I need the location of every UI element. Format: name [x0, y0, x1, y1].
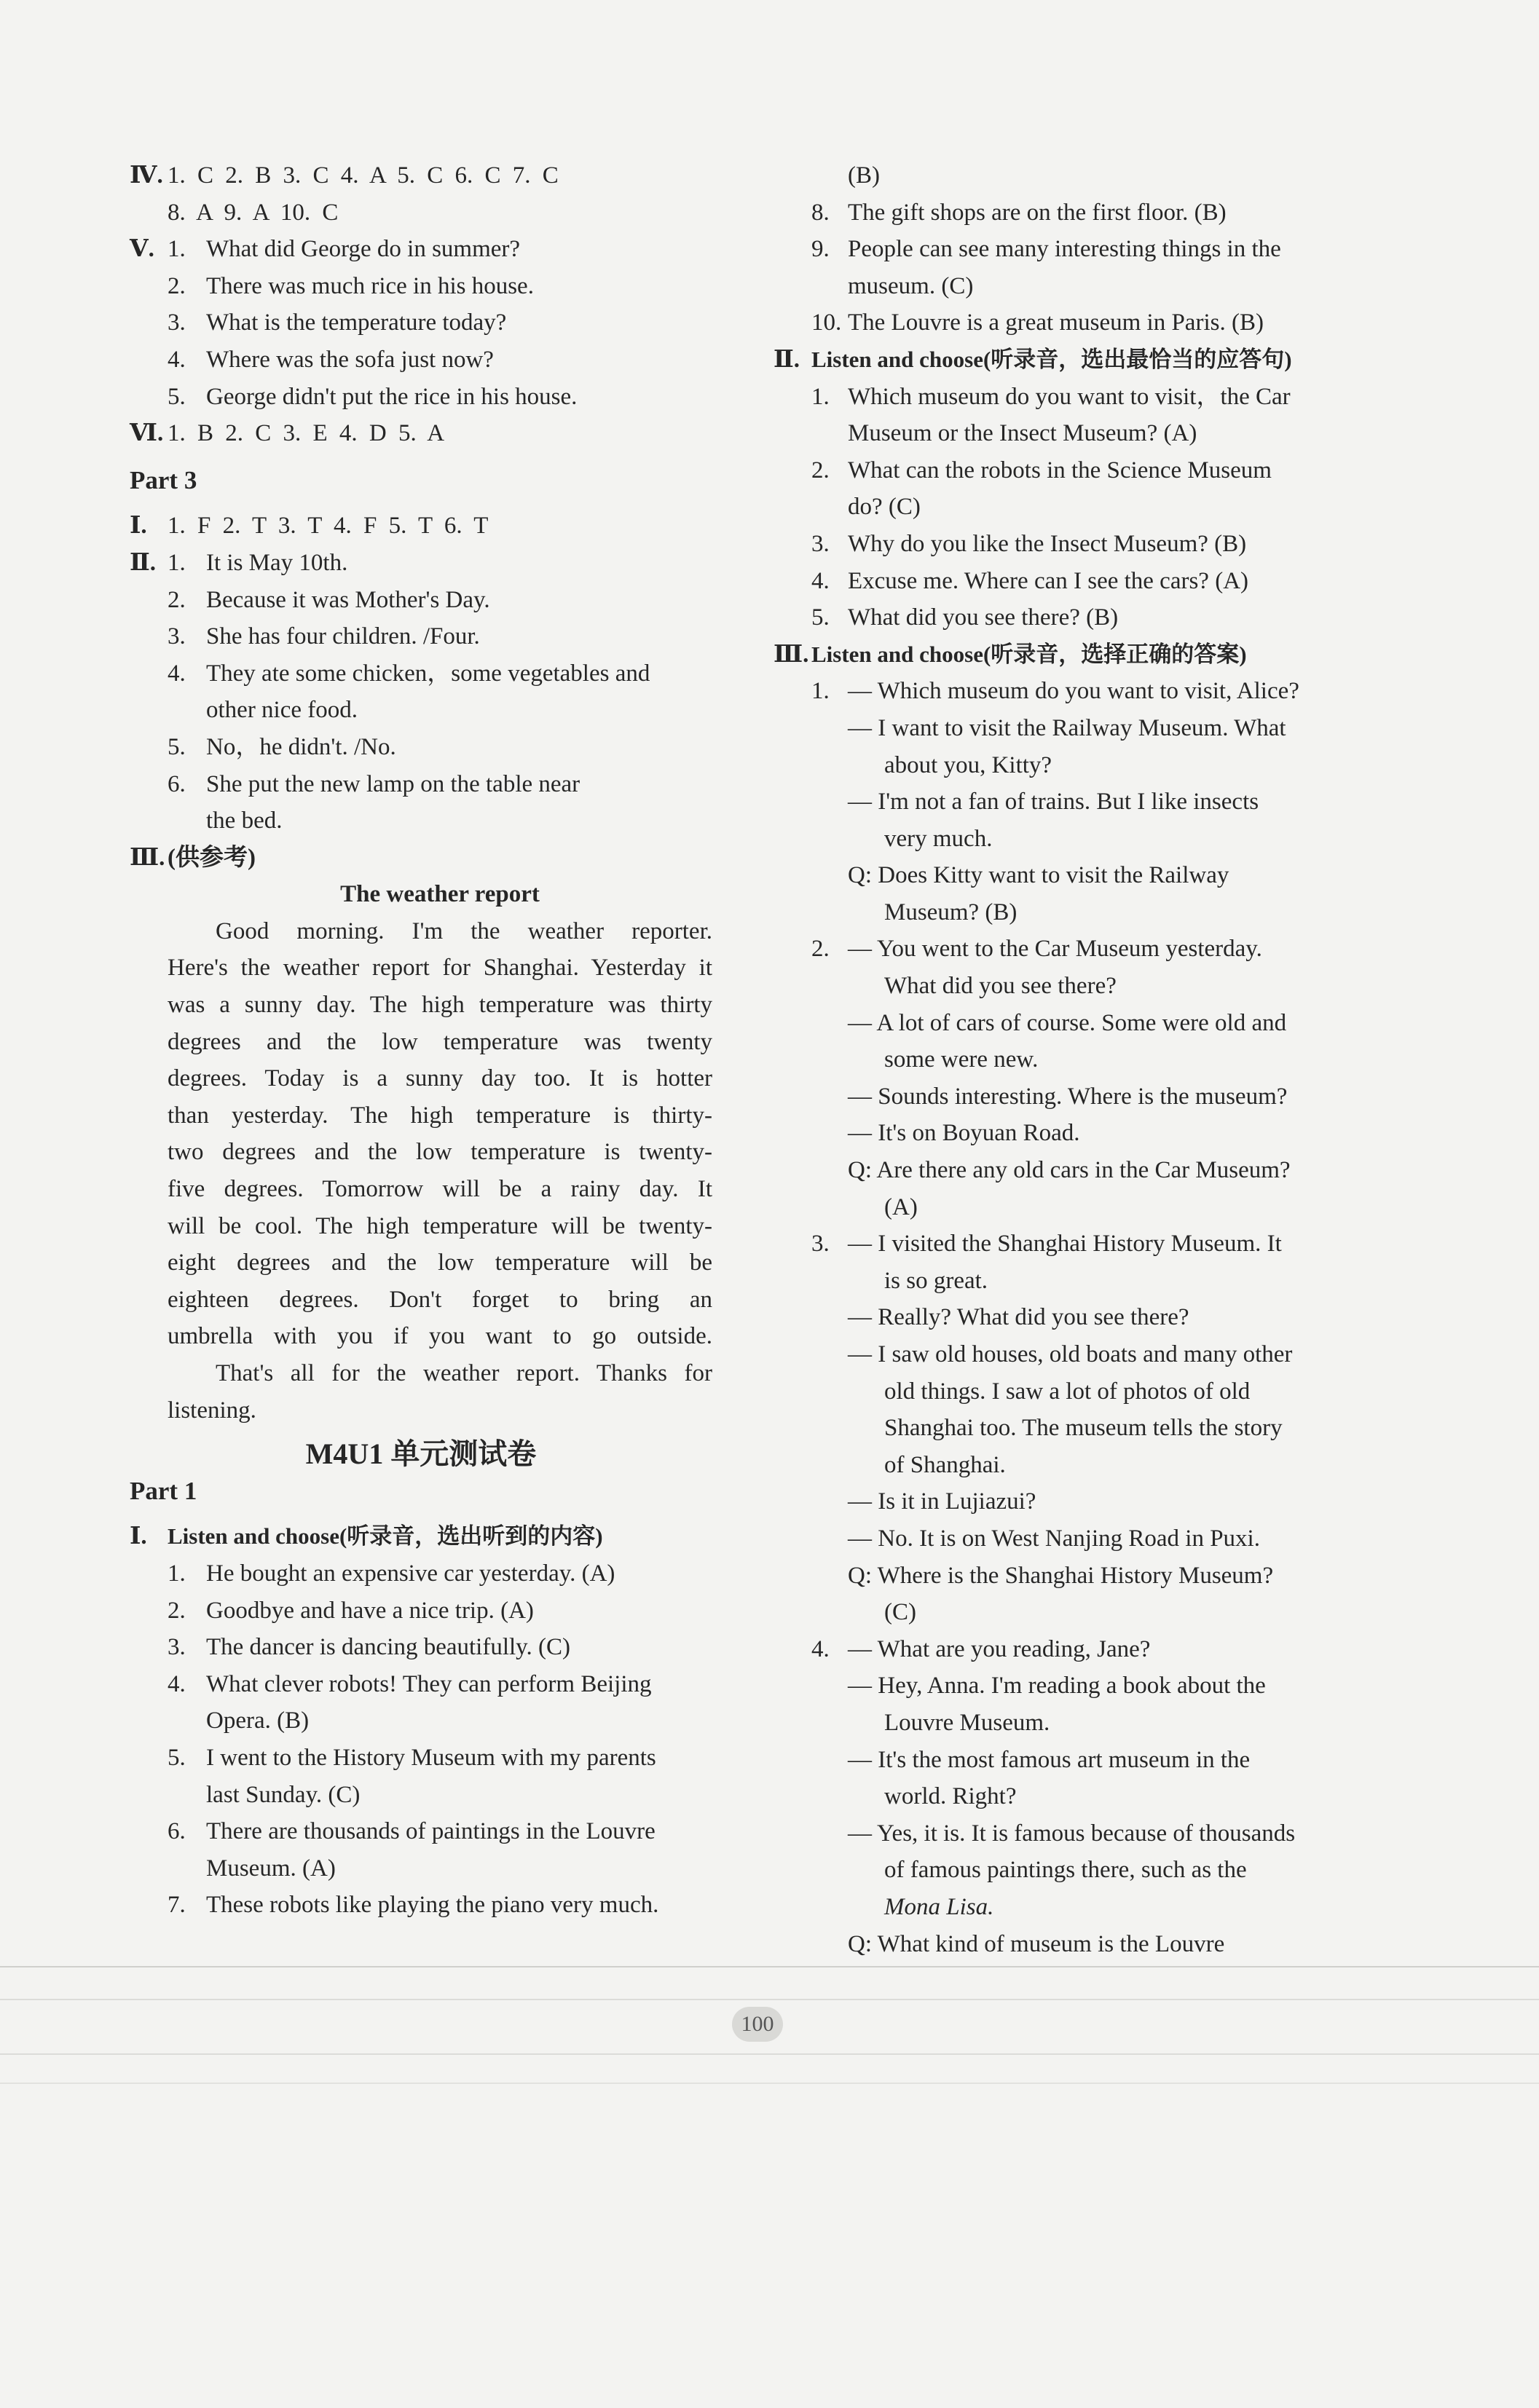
section-2-item-cont: Museum or the Insect Museum? (A) — [848, 420, 1197, 447]
dialogue-line: Q: What kind of museum is the Louvre — [848, 1930, 1225, 1957]
essay-line: Here's the weather report for Shanghai. Yesterday it — [168, 955, 712, 982]
dialogue-line: some were new. — [884, 1046, 1039, 1073]
essay-line: will be cool. The high temperature will be twenty- — [168, 1212, 712, 1239]
part1-section-1-label: Ⅰ. Listen and choose(听录音，选出听到的内容) — [130, 1523, 603, 1550]
section-4-line-1: Ⅳ. 1. C 2. B 3. C 4. A 5. C 6. C 7. C — [130, 157, 712, 194]
dialogue-line: — I'm not a fan of trains. But I like insects — [848, 789, 1259, 816]
part1-item: 6. There are thousands of paintings in the Louvre — [168, 1818, 656, 1845]
section-5-item: 4. Where was the sofa just now? — [168, 346, 494, 373]
right-column — [774, 157, 1343, 1962]
dialogue-line: Q: Does Kitty want to visit the Railway — [848, 862, 1229, 889]
dialogue-line: What did you see there? — [884, 973, 1117, 1000]
continued-answer: (B) — [848, 162, 880, 189]
right-item: 9. People can see many interesting things in the — [811, 236, 1281, 263]
part3-section-2-item: 6. She put the new lamp on the table near — [168, 770, 580, 797]
dialogue-line: (A) — [884, 1193, 918, 1220]
essay-line: eighteen degrees. Don't forget to bring an — [168, 1286, 712, 1313]
part1-item: 4. What clever robots! They can perform Beijing — [168, 1670, 652, 1697]
part3-section-2-item-cont: the bed. — [206, 808, 283, 834]
dialogue-line: Mona Lisa. — [884, 1893, 994, 1920]
essay-line: degrees. Today is a sunny day too. It is hotter — [168, 1065, 712, 1092]
dialogue-line: — I want to visit the Railway Museum. What — [848, 714, 1286, 741]
roman-numeral: Ⅳ. — [130, 162, 163, 189]
essay-body — [130, 913, 712, 1429]
dialogue-line: — Yes, it is. It is famous because of thousands — [848, 1820, 1296, 1847]
dialogue-line: is so great. — [884, 1267, 988, 1294]
dialogue-line: of Shanghai. — [884, 1451, 1006, 1478]
essay-title: The weather report — [340, 881, 540, 908]
dialogue-line: 2. — You went to the Car Museum yesterday. — [811, 936, 1262, 963]
dialogue-line: — It's on Boyuan Road. — [848, 1120, 1080, 1147]
page-number: 100 — [732, 2007, 783, 2042]
section-2-item: 1. Which museum do you want to visit，the Car — [811, 383, 1291, 410]
dialogue-line: Q: Are there any old cars in the Car Museum? — [848, 1157, 1291, 1184]
part3-section-2-item: 5. No，he didn't. /No. — [168, 733, 396, 760]
dialogue-line: — A lot of cars of course. Some were old and — [848, 1009, 1287, 1036]
part3-section-2-item: Ⅱ. 1. It is May 10th. — [130, 549, 348, 576]
section-2-item: 4. Excuse me. Where can I see the cars? (A) — [811, 567, 1249, 594]
dialogue-line: — Is it in Lujiazui? — [848, 1488, 1036, 1515]
dialogue-line: Louvre Museum. — [884, 1709, 1050, 1736]
essay-line: degrees and the low temperature was twenty — [168, 1028, 712, 1055]
essay-line: listening. — [168, 1397, 256, 1424]
essay-line: than yesterday. The high temperature is thirty- — [168, 1102, 712, 1129]
section-5-item: 3. What is the temperature today? — [168, 309, 507, 336]
part-3-heading: Part 3 — [130, 465, 197, 494]
section-5-item: Ⅴ. 1. What did George do in summer? — [130, 236, 521, 263]
part1-item: 5. I went to the History Museum with my parents — [168, 1744, 656, 1771]
footer-rule — [0, 1999, 1539, 2000]
part1-item-cont: Opera. (B) — [206, 1708, 310, 1734]
part3-section-3-label: Ⅲ. (供参考) — [130, 844, 256, 871]
part3-section-2-item-cont: other nice food. — [206, 697, 358, 724]
part-1-heading: Part 1 — [130, 1476, 197, 1505]
footer-rule — [0, 2053, 1539, 2055]
section-3-label: Ⅲ. Listen and choose(听录音，选择正确的答案) — [774, 641, 1247, 668]
section-2-item: 5. What did you see there? (B) — [811, 604, 1119, 631]
part3-section-2-item: 2. Because it was Mother's Day. — [168, 586, 490, 613]
dialogue-line: — Really? What did you see there? — [848, 1304, 1189, 1331]
dialogue-line: 4. — What are you reading, Jane? — [811, 1635, 1151, 1662]
dialogue-line: — Sounds interesting. Where is the museum? — [848, 1083, 1288, 1110]
dialogue-line: of famous paintings there, such as the — [884, 1857, 1247, 1884]
part3-section-2-item: 4. They ate some chicken，some vegetables and — [168, 660, 650, 687]
dialogue-line: (C) — [884, 1599, 916, 1626]
section-5-item: 2. There was much rice in his house. — [168, 272, 534, 299]
dialogue-line: Museum? (B) — [884, 899, 1018, 925]
essay-line: five degrees. Tomorrow will be a rainy day. It — [168, 1176, 712, 1203]
part1-item: 7. These robots like playing the piano very much. — [168, 1892, 659, 1919]
dialogue-line: — Hey, Anna. I'm reading a book about the — [848, 1673, 1266, 1700]
essay-line: two degrees and the low temperature is twenty- — [168, 1139, 712, 1166]
right-item: 8. The gift shops are on the first floor. (B) — [811, 199, 1227, 226]
right-item-cont: museum. (C) — [848, 272, 974, 299]
unit-test-title: M4U1 单元测试卷 — [305, 1437, 537, 1471]
section-5-item: 5. George didn't put the rice in his house. — [168, 383, 578, 410]
part3-section-2-item: 3. She has four children. /Four. — [168, 623, 480, 650]
dialogue-line: very much. — [884, 825, 993, 852]
dialogue-line: world. Right? — [884, 1783, 1017, 1810]
part1-item-cont: last Sunday. (C) — [206, 1781, 361, 1808]
part3-section-1-line: Ⅰ. 1. F 2. T 3. T 4. F 5. T 6. T — [130, 513, 489, 540]
part1-item-cont: Museum. (A) — [206, 1855, 336, 1882]
section-2-item-cont: do? (C) — [848, 494, 921, 521]
part1-item: 2. Goodbye and have a nice trip. (A) — [168, 1597, 534, 1624]
part1-item: 3. The dancer is dancing beautifully. (C) — [168, 1634, 571, 1661]
essay-line: umbrella with you if you want to go outside. — [168, 1323, 712, 1350]
dialogue-line: 1. — Which museum do you want to visit, Alice? — [811, 678, 1299, 705]
footer-rule — [0, 2083, 1539, 2084]
dialogue-line: — It's the most famous art museum in the — [848, 1746, 1251, 1773]
essay-line: eight degrees and the low temperature will be — [168, 1250, 712, 1276]
section-4-line-2: 8. A 9. A 10. C — [168, 199, 339, 226]
section-6-line: Ⅵ. 1. B 2. C 3. E 4. D 5. A — [130, 420, 445, 447]
essay-line: was a sunny day. The high temperature was thirty — [168, 992, 712, 1019]
essay-line: Good morning. I'm the weather reporter. — [216, 917, 712, 944]
dialogue-line: 3. — I visited the Shanghai History Museum. It — [811, 1231, 1282, 1258]
essay-line: That's all for the weather report. Thanks for — [216, 1360, 712, 1386]
footer-rule — [0, 1966, 1539, 1967]
dialogue-line: old things. I saw a lot of photos of old — [884, 1378, 1251, 1405]
left-column — [130, 157, 712, 1924]
section-2-item: 3. Why do you like the Insect Museum? (B) — [811, 530, 1247, 557]
section-2-item: 2. What can the robots in the Science Museum — [811, 457, 1272, 483]
dialogue-line: Shanghai too. The museum tells the story — [884, 1415, 1283, 1442]
dialogue-line: — No. It is on West Nanjing Road in Puxi. — [848, 1525, 1260, 1552]
section-2-label: Ⅱ. Listen and choose(听录音，选出最恰当的应答句) — [774, 346, 1292, 373]
right-item: 10. The Louvre is a great museum in Paris. (B) — [811, 309, 1264, 336]
part1-item: 1. He bought an expensive car yesterday. (A) — [168, 1560, 615, 1587]
dialogue-line: Q: Where is the Shanghai History Museum? — [848, 1562, 1274, 1589]
dialogue-line: — I saw old houses, old boats and many other — [848, 1341, 1293, 1367]
dialogue-line: about you, Kitty? — [884, 751, 1052, 778]
